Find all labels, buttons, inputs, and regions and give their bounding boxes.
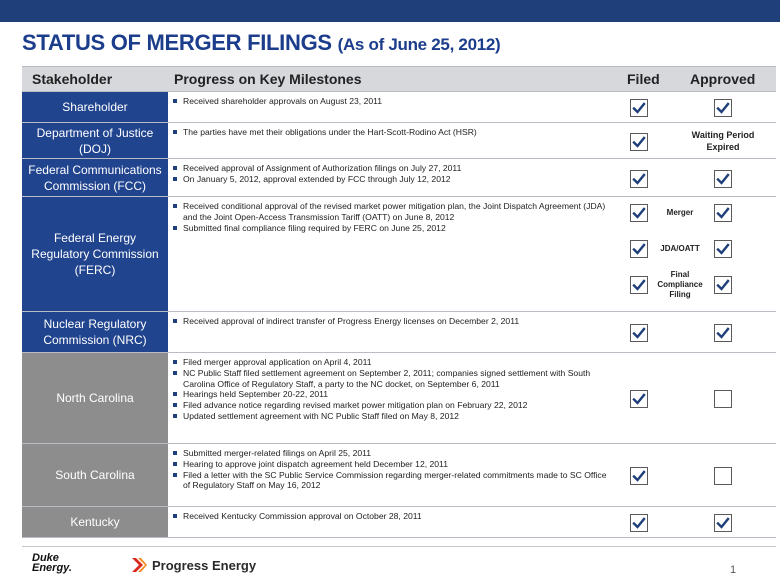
- table-row: [22, 92, 776, 123]
- stakeholder-cell: Kentucky: [22, 507, 168, 537]
- approved-checked-icon: [714, 324, 732, 342]
- ferc-sub-label: JDA/OATT: [660, 244, 700, 253]
- milestone-item: Filed merger approval application on April 4, 2011: [172, 357, 610, 368]
- stakeholder-cell: Nuclear Regulatory Commission (NRC): [22, 312, 168, 352]
- stakeholder-cell: Shareholder: [22, 92, 168, 122]
- filed-checked-icon: [630, 276, 648, 294]
- stakeholder-cell: South Carolina: [22, 444, 168, 506]
- title-subtitle: (As of June 25, 2012): [337, 35, 501, 54]
- header-stakeholder: Stakeholder: [32, 71, 113, 87]
- table-row: [22, 159, 776, 197]
- milestone-item: Updated settlement agreement with NC Public Staff filed on May 8, 2012: [172, 411, 610, 422]
- progress-cell: [172, 316, 610, 327]
- milestone-item: Submitted merger-related filings on April 25, 2011: [172, 448, 610, 459]
- milestone-item: Submitted final compliance filing required by FERC on June 25, 2012: [172, 223, 610, 234]
- milestone-item: Received approval of Assignment of Authorization filings on July 27, 2011: [172, 163, 610, 174]
- progress-cell: [172, 163, 610, 185]
- table-row: [22, 197, 776, 312]
- filed-checked-icon: [630, 170, 648, 188]
- progress-cell: [172, 357, 610, 422]
- progress-cell: [172, 448, 610, 491]
- page-number: 1: [730, 564, 737, 576]
- table-row: [22, 312, 776, 353]
- approved-checked-icon: [714, 514, 732, 532]
- filed-checked-icon: [630, 324, 648, 342]
- milestone-item: Received Kentucky Commission approval on October 28, 2011: [172, 511, 610, 522]
- approved-status-text: Waiting Period Expired: [691, 130, 755, 152]
- footer-divider: [22, 546, 776, 547]
- milestone-item: Filed a letter with the SC Public Service Commission regarding merger-related commitments made to SC Office of Regulatory Staff on May 16, 2012: [172, 470, 610, 492]
- table-row: [22, 507, 776, 538]
- milestone-item: Received conditional approval of the revised market power mitigation plan, the Joint Dispatch Agreement (JDA) and the Joint Open-Access Transmission Tariff (OATT) on June 8, 2012: [172, 201, 610, 223]
- stakeholder-cell: Federal Energy Regulatory Commission (FERC): [22, 197, 168, 311]
- progress-cell: [172, 96, 610, 107]
- milestone-item: NC Public Staff filed settlement agreement on September 2, 2011; companies signed settlement with South Carolina Office of Regulatory Staff, a party to the NC docket, on September 6, 2011: [172, 368, 610, 390]
- filed-checked-icon: [630, 240, 648, 258]
- header-approved: Approved: [690, 71, 756, 87]
- table-header: [22, 66, 776, 92]
- milestone-item: The parties have met their obligations under the Hart-Scott-Rodino Act (HSR): [172, 127, 610, 138]
- approved-checked-icon: [714, 276, 732, 294]
- approved-checked-icon: [714, 99, 732, 117]
- duke-energy-logo: [32, 553, 72, 573]
- progress-cell: [172, 201, 610, 233]
- page-title: [22, 30, 500, 56]
- progress-energy-logo-text: Progress Energy: [152, 557, 257, 573]
- milestone-item: Hearing to approve joint dispatch agreement held December 12, 2011: [172, 459, 610, 470]
- approved-empty-icon: [714, 390, 732, 408]
- filed-checked-icon: [630, 390, 648, 408]
- duke-logo-line1: Duke: [32, 552, 59, 564]
- approved-empty-icon: [714, 467, 732, 485]
- progress-energy-mark-icon: [130, 556, 148, 574]
- ferc-sub-label: Final Compliance Filing: [657, 270, 703, 299]
- progress-cell: [172, 127, 610, 138]
- filed-checked-icon: [630, 467, 648, 485]
- milestone-item: Received shareholder approvals on August 23, 2011: [172, 96, 610, 107]
- approved-checked-icon: [714, 204, 732, 222]
- milestone-item: Received approval of indirect transfer of Progress Energy licenses on December 2, 2011: [172, 316, 610, 327]
- milestone-item: Hearings held September 20-22, 2011: [172, 389, 610, 400]
- stakeholder-cell: Federal Communications Commission (FCC): [22, 159, 168, 196]
- filed-checked-icon: [630, 204, 648, 222]
- approved-checked-icon: [714, 170, 732, 188]
- progress-cell: [172, 511, 610, 522]
- header-progress: Progress on Key Milestones: [174, 71, 362, 87]
- duke-logo-line2: Energy.: [32, 562, 72, 574]
- top-banner: [0, 0, 780, 22]
- approved-checked-icon: [714, 240, 732, 258]
- milestone-item: On January 5, 2012, approval extended by FCC through July 12, 2012: [172, 174, 610, 185]
- milestones-table: [22, 66, 776, 538]
- filed-checked-icon: [630, 99, 648, 117]
- milestone-item: Filed advance notice regarding revised market power mitigation plan on February 22, 2012: [172, 400, 610, 411]
- filed-checked-icon: [630, 133, 648, 151]
- stakeholder-cell: North Carolina: [22, 353, 168, 443]
- table-row: [22, 444, 776, 507]
- progress-energy-logo: [130, 556, 256, 574]
- header-filed: Filed: [627, 71, 660, 87]
- table-row: [22, 123, 776, 159]
- table-row: [22, 353, 776, 444]
- ferc-sub-label: Merger: [666, 208, 694, 217]
- table-body: [22, 92, 776, 538]
- stakeholder-cell: Department of Justice (DOJ): [22, 123, 168, 158]
- filed-checked-icon: [630, 514, 648, 532]
- title-main: STATUS OF MERGER FILINGS: [22, 30, 332, 55]
